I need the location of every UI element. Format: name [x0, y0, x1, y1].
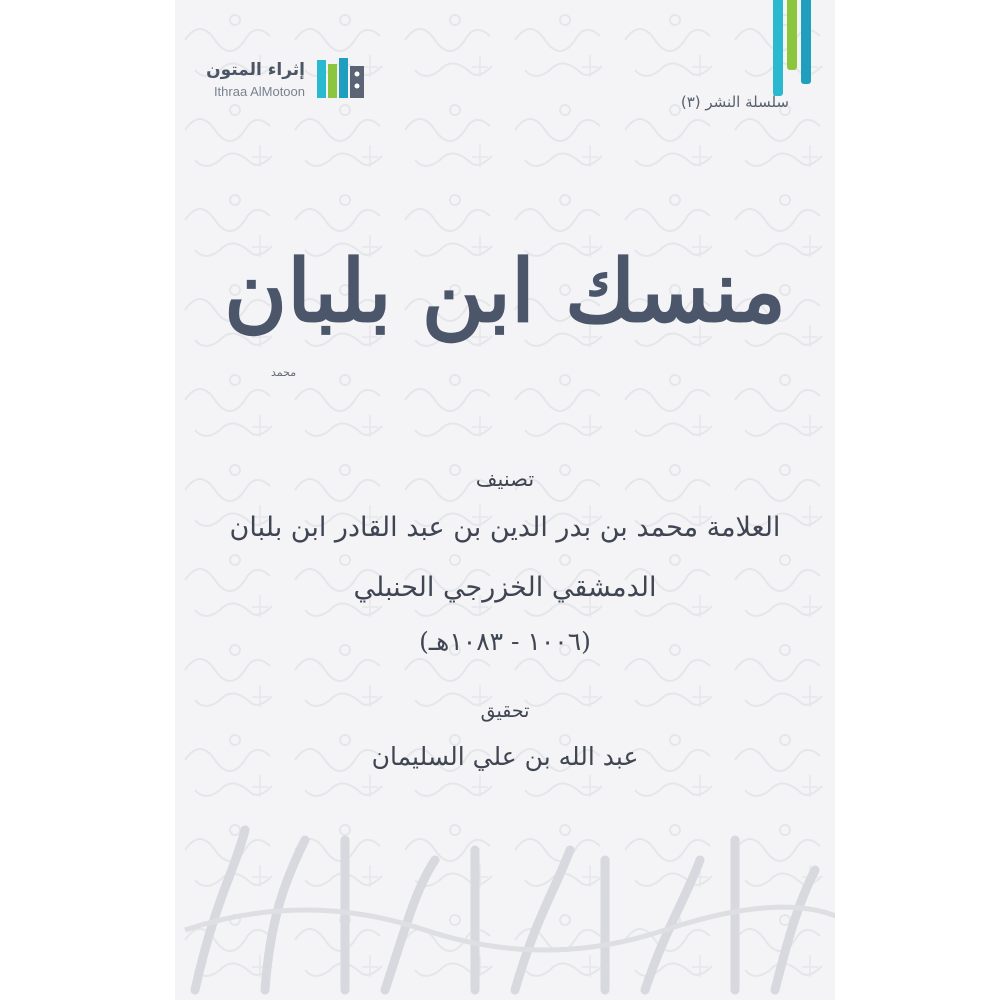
- publisher-name-english: Ithraa AlMotoon: [213, 84, 305, 99]
- author-label: تصنيف: [475, 467, 535, 491]
- author-name-line1: العلامة محمد بن بدر الدين بن عبد القادر ابن بلبان: [229, 512, 781, 543]
- green-strip: [787, 0, 797, 70]
- cyan-strip: [773, 0, 783, 96]
- author-name-line2: الدمشقي الخزرجي الحنبلي: [353, 572, 657, 603]
- editor-name: عبد الله بن علي السليمان: [371, 742, 639, 771]
- book-cover: [175, 0, 835, 1000]
- decorative-calligraphy-bottom: [175, 810, 835, 1000]
- calligrapher-signature: محمد: [271, 366, 297, 379]
- book-title: منسك ابن بلبان: [223, 241, 787, 342]
- books-logo-icon: [315, 56, 367, 102]
- editor-label: تحقيق: [480, 700, 530, 722]
- series-label: سلسلة النشر (٣): [680, 93, 789, 111]
- author-dates: (١٠٠٦ - ١٠٨٣هـ): [419, 627, 591, 656]
- blue-strip: [801, 0, 811, 84]
- spine-color-strips: [773, 0, 813, 96]
- publisher-logo: [187, 56, 367, 104]
- publisher-name-arabic: إثراء المتون: [206, 60, 305, 80]
